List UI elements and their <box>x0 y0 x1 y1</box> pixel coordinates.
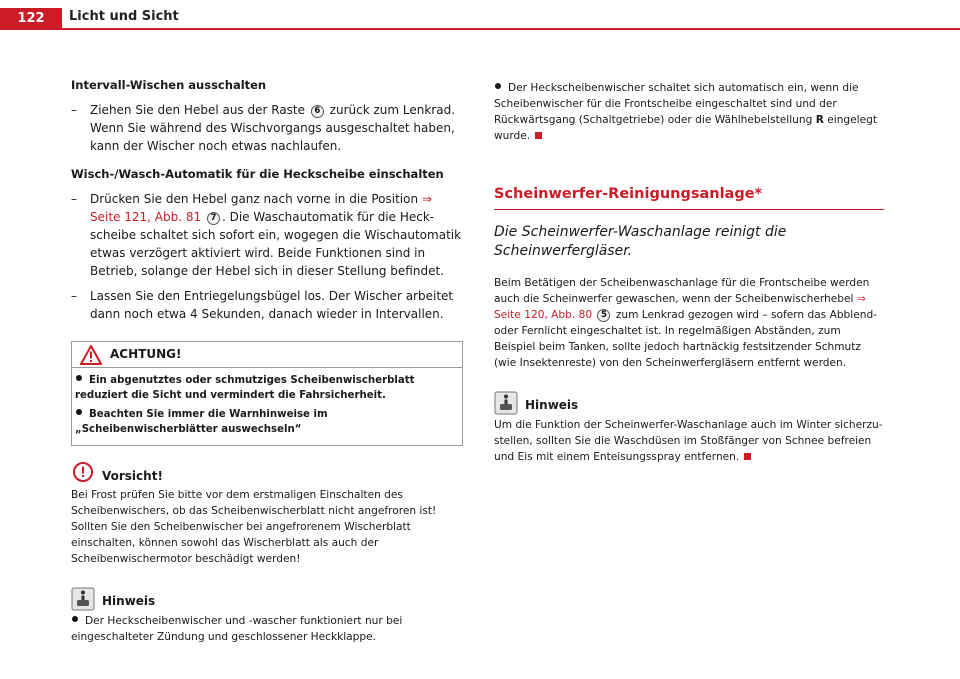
header-rule <box>0 28 960 30</box>
step-dash: – <box>71 192 77 206</box>
warning-item <box>75 407 458 437</box>
bullet-icon <box>76 375 82 381</box>
callout-6-icon: 6 <box>311 105 324 118</box>
warning-header <box>72 342 462 368</box>
warning-icon <box>80 345 102 365</box>
bullet-icon <box>72 616 78 622</box>
section-rule <box>494 209 884 210</box>
step-text: . Die Waschautomatik für die Heckscheibe schaltet sich sofort ein, wogegen die Wischautomatik etwas verzögert aktiviert wird. Beide Funktionen sind in Betrieb, solange der Hebel sich in dieser Stellung befindet. <box>90 210 462 278</box>
paragraph-text: Beim Betätigen der Scheibenwaschanlage für die Frontscheibe werden auch die Scheinwerfer gewaschen, wenn der Scheibenwischerhebel <box>494 277 870 305</box>
heading-interval-off: Intervall-Wischen ausschalten <box>71 78 267 92</box>
warning-body <box>72 368 462 445</box>
note-text: Um die Funktion der Scheinwerfer-Waschanlage auch im Winter sicherzustellen, sollten Sie die Waschdüsen im Stoßfänger von Schnee befreien und Eis mit einem Enteisungsspray entfernen. <box>494 419 883 463</box>
bullet-icon <box>495 83 501 89</box>
arrow-icon: ⇒ <box>856 293 866 305</box>
step-interval-off <box>71 101 463 155</box>
note-item <box>71 613 463 645</box>
warning-text: Beachten Sie immer die Warnhinweise im „Scheibenwischerblätter auswechseln“ <box>75 409 328 435</box>
heading-rear-auto: Wisch-/Wasch-Automatik für die Heckscheibe einschalten <box>71 167 444 181</box>
note-paragraph <box>494 417 884 465</box>
step-dash: – <box>71 289 77 303</box>
step-text: Ziehen Sie den Hebel aus der Raste <box>90 103 306 117</box>
section-paragraph <box>494 275 884 371</box>
callout-5-icon: 5 <box>597 309 610 322</box>
note-header <box>71 587 463 609</box>
note-title: Hinweis <box>102 594 156 608</box>
page-number: 122 <box>0 8 62 29</box>
caution-icon <box>71 462 97 486</box>
chapter-title: Licht und Sicht <box>69 9 179 24</box>
warning-item <box>75 373 458 403</box>
bullet-text: Der Heckscheibenwischer schaltet sich automatisch ein, wenn die Scheibenwischer für die Frontscheibe eingeschaltet sind und der Rückwärtsgang (Schaltgetriebe) oder die Wählhebelstellung <box>494 82 859 126</box>
section-title: Scheinwerfer-Reinigungsanlage* <box>494 186 763 202</box>
arrow-icon: ⇒ <box>421 192 432 206</box>
step-text: Drücken Sie den Hebel ganz nach vorne in die Position <box>90 192 419 206</box>
note-hand-icon <box>71 587 95 611</box>
callout-7-icon: 7 <box>207 212 220 225</box>
section-end-mark <box>535 132 542 139</box>
rear-wiper-auto-bullet <box>494 80 884 144</box>
warning-text: Ein abgenutztes oder schmutziges Scheibenwischerblatt reduziert die Sicht und vermindert die Fahrsicherheit. <box>75 375 415 401</box>
note-header <box>494 391 884 413</box>
step-release <box>71 287 463 323</box>
gear-position-label: R <box>815 114 824 126</box>
note-text: Der Heckscheibenwischer und -wascher funktioniert nur bei eingeschalteter Zündung und geschlossener Heckklappe. <box>71 615 403 643</box>
step-text: Lassen Sie den Entriegelungsbügel los. Der Wischer arbeitet dann noch etwa 4 Sekunden, danach wieder in Intervallen. <box>90 289 454 321</box>
bullet-icon <box>76 409 82 415</box>
page-ref-text: Seite 121, Abb. 81 <box>90 210 202 224</box>
right-column <box>494 80 884 465</box>
step-text: zurück zum Lenkrad. Wenn Sie während des Wischvorgangs ausgeschaltet haben, kann der Wischer noch etwas nachlaufen. <box>90 103 456 153</box>
caution-title: Vorsicht! <box>102 469 163 483</box>
left-column <box>71 78 463 645</box>
note-title: Hinweis <box>525 398 579 412</box>
caution-text: Bei Frost prüfen Sie bitte vor dem erstmaligen Einschalten des Scheibenwischers, ob das Scheibenwischerblatt nicht angefroren ist! Sollten Sie den Scheibenwischer bei angefrorenem Wischerblatt einschalten, können sowohl das Wischerblatt als auch der Scheibenwischermotor beschädigt werden! <box>71 489 437 565</box>
page-ref-text: Seite 120, Abb. 80 <box>494 309 593 321</box>
section-lead: Die Scheinwerfer-Waschanlage reinigt die Scheinwerfergläser. <box>494 224 787 259</box>
note-hand-icon <box>494 391 518 415</box>
section-end-mark <box>744 453 751 460</box>
paragraph-text: zum Lenkrad gezogen wird – sofern das Abblend- oder Fernlicht eingeschaltet ist. In regelmäßigen Abständen, zum Beispiel beim Tanken, sollte jedoch hartnäckig festsitzender Schmutz (wie Insektenreste) von den Scheinwerfergläsern entfernt werden. <box>494 309 877 369</box>
warning-title: ACHTUNG! <box>110 347 182 361</box>
step-push-lever <box>71 190 463 280</box>
warning-box <box>71 341 463 446</box>
caution-header <box>71 462 463 484</box>
bullet-text: eingelegt wurde. <box>494 114 877 142</box>
step-dash: – <box>71 103 77 117</box>
